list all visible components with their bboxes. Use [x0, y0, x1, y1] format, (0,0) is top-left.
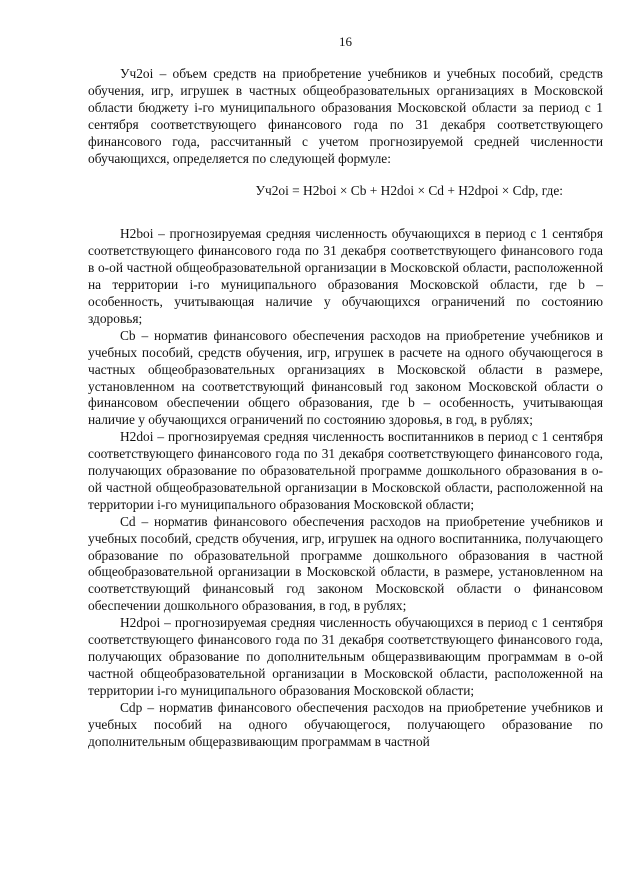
formula: Уч2оі = Н2bоі × Сb + Н2dоі × Сd + Н2dpоі × Сdp, где: [255, 183, 563, 199]
page-number: 16 [339, 34, 352, 49]
definition-n2dp: Н2dpоі – прогнозируемая средняя численность обучающихся в период с 1 сентября соответствующего финансового года по 31 декабря соответствующего финансового года, получающих образование по дополнительным общеразвивающим программам в о-ой частной общеобразовательной организации в Московской области, расположенной на территории і-го муниципального образования Московской области; [88, 615, 603, 698]
definition-n2b: Н2bоі – прогнозируемая средняя численность обучающихся в период с 1 сентября соответствующего финансового года по 31 декабря соответствующего финансового года в о-ой частной общеобразовательной организации в Московской области, расположенной на территории і-го муниципального образования Московской области, где b – особенность, учитывающая наличие у обучающихся ограничений по состоянию здоровья; [88, 226, 603, 326]
document-page [88, 34, 603, 750]
definition-cb: Сb – норматив финансового обеспечения расходов на приобретение учебников и учебных пособий, средств обучения, игр, игрушек в расчете на одного обучающегося в частных общеобразовательных организациях в Московской области в размере, установленном на соответствующий финансовый год законом Московской области о финансовом обеспечении общего образования, где b – особенность, учитывающая наличие у обучающихся ограничений по состоянию здоровья, в год, в рублях; [88, 327, 603, 428]
definition-cdp: Сdp – норматив финансового обеспечения расходов на приобретение учебников и учебных пособий на одного обучающегося, получающего образование по дополнительным общеразвивающим программам в частной [88, 699, 603, 749]
intro-paragraph: Уч2оі – объем средств на приобретение учебников и учебных пособий, средств обучения, игр, игрушек в частных общеобразовательных организациях в Московской области бюджету і-го муниципального образования Московской области за период с 1 сентября соответствующего финансового года по 31 декабря соответствующего финансового года, рассчитанный с учетом прогнозируемой средней численности обучающихся, определяется по следующей формуле: [88, 66, 603, 166]
definition-cd: Сd – норматив финансового обеспечения расходов на приобретение учебников и учебных пособий, средств обучения, игр, игрушек на одного воспитанника, получающего образование по образовательной программе дошкольного образования в частной общеобразовательной организации в Московской области, в размере, установленном на соответствующий финансовый год законом Московской области о финансовом обеспечении дошкольного образования, в год, в рублях; [88, 513, 603, 614]
definition-n2d: Н2dоі – прогнозируемая средняя численность воспитанников в период с 1 сентября соответствующего финансового года по 31 декабря соответствующего финансового года, получающих образование по образовательной программе дошкольного образования в о-ой частной общеобразовательной организации в Московской области, расположенной на территории і-го муниципального образования Московской области; [88, 429, 603, 512]
